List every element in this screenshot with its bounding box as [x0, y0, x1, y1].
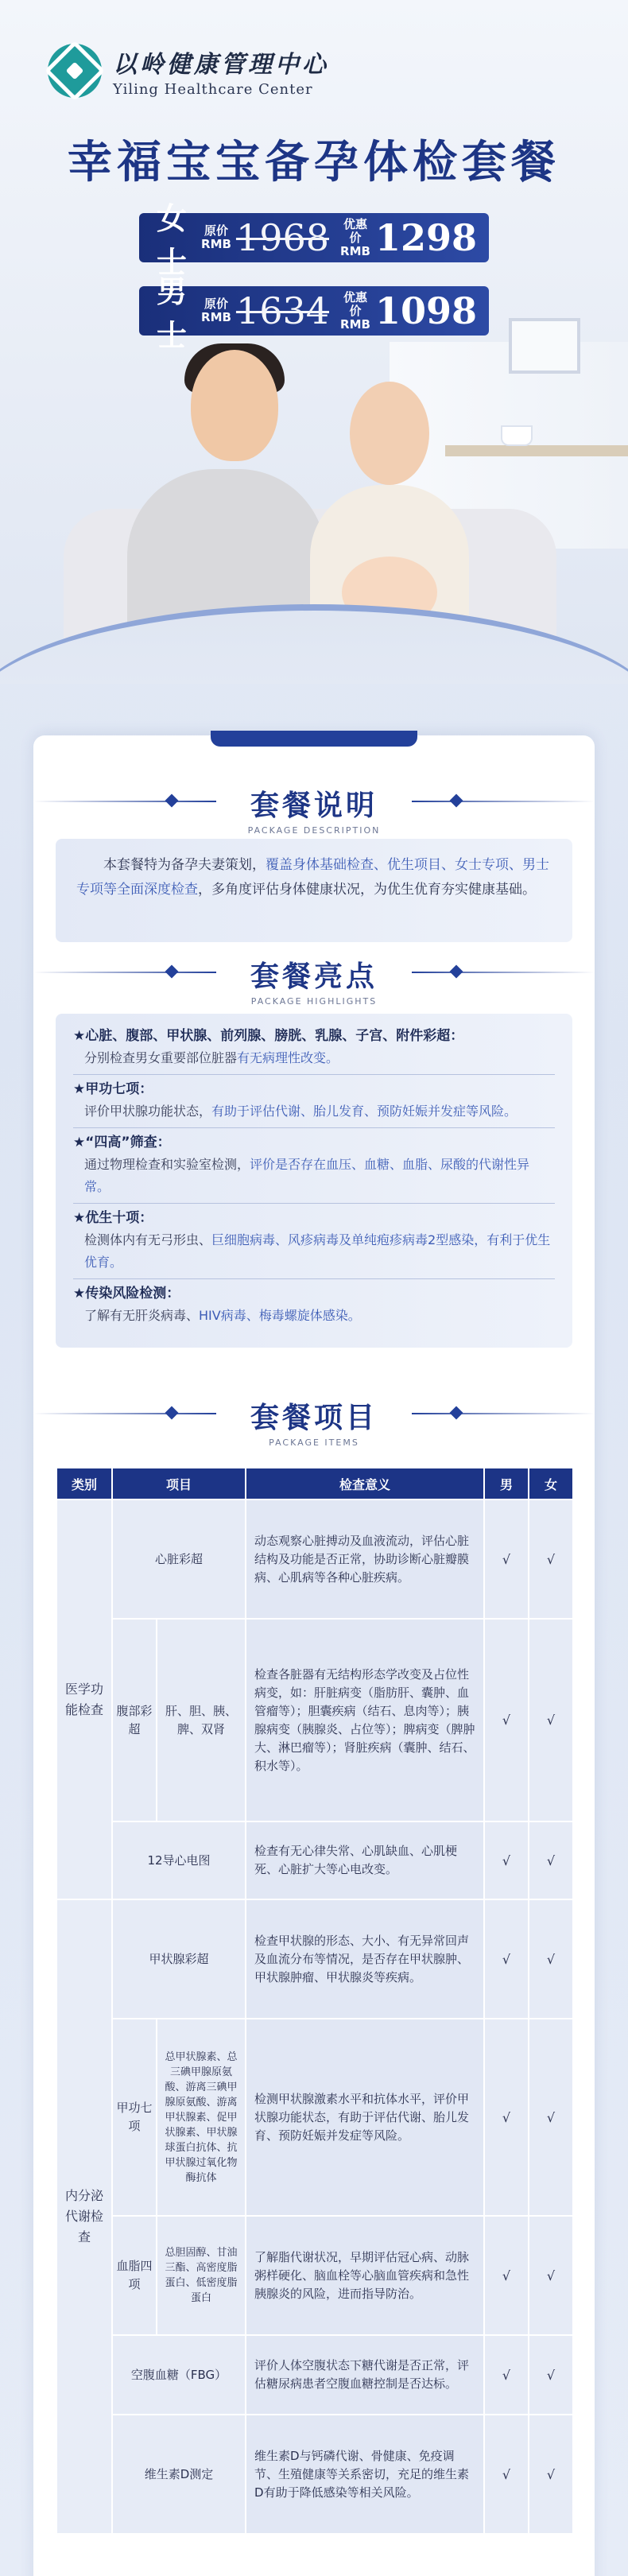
meaning-cell: 评价人体空腹状态下糖代谢是否正常，评估糖尿病患者空腹血糖控制是否达标。 [246, 2335, 484, 2415]
female-sale-price: 1298 [374, 216, 477, 259]
category-cell: 内分泌代谢检查 [56, 1899, 112, 2534]
meaning-cell: 维生素D与钙磷代谢、骨健康、免疫调节、生殖健康等关系密切，充足的维生素D有助于降低感染等相关风险。 [246, 2415, 484, 2534]
table-row [56, 1499, 573, 1619]
male-check: √ [484, 1821, 529, 1899]
male-check: √ [484, 1499, 529, 1619]
section-header-highlights [33, 954, 595, 1007]
header-female: 女 [529, 1468, 573, 1499]
highlight-item: ★优生十项： 检测体内有无弓形虫、巨细胞病毒、风疹病毒及单纯疱疹病毒2型感染，有利于优生优育。 [73, 1210, 551, 1270]
section-subtitle: PACKAGE HIGHLIGHTS [250, 996, 378, 1007]
male-check: √ [484, 2019, 529, 2216]
header-item: 项目 [112, 1468, 246, 1499]
female-check: √ [529, 1619, 573, 1821]
background-cup [501, 425, 533, 446]
section-subtitle: PACKAGE ITEMS [269, 1437, 359, 1448]
section-subtitle: PACKAGE DESCRIPTION [247, 825, 381, 836]
female-check: √ [529, 2216, 573, 2335]
sale-price-tag: 优惠价 RMB [340, 216, 370, 258]
sale-price-tag: 优惠价 RMB [340, 289, 370, 332]
highlight-item: ★甲功七项： 评价甲状腺功能状态，有助于评估代谢、胎儿发育、预防妊娠并发症等风险。 [73, 1081, 518, 1119]
table-row [56, 2335, 573, 2415]
item-cell: 12导心电图 [112, 1821, 246, 1899]
male-price-bar [139, 274, 489, 353]
original-price-tag: 原价 RMB [201, 297, 231, 324]
brand-logo [48, 44, 329, 98]
female-check: √ [529, 1821, 573, 1899]
meaning-cell: 了解脂代谢状况，早期评估冠心病、动脉粥样硬化、脑血栓等心脑血管疾病和急性胰腺炎的风险，进而指导防治。 [246, 2216, 484, 2335]
section-header-items [33, 1395, 595, 1448]
item-cell: 维生素D测定 [112, 2415, 246, 2534]
female-label: 女士 [157, 200, 188, 280]
male-check: √ [484, 2216, 529, 2335]
hero-banner [0, 0, 628, 684]
female-check: √ [529, 2019, 573, 2216]
highlight-item: ★心脏、腹部、甲状腺、前列腺、膀胱、乳腺、子宫、附件彩超： 分别检查男女重要部位脏器有无病理性改变。 [73, 1028, 464, 1065]
meaning-cell: 检测甲状腺激素水平和抗体水平，评价甲状腺功能状态，有助于评估代谢、胎儿发育、预防妊娠并发症等风险。 [246, 2019, 484, 2216]
description-text: 本套餐特为备孕夫妻策划，覆盖身体基础检查、优生项目、女士专项、男士专项等全面深度检查，多角度评估身体健康状况，为优生优育夯实健康基础。 [56, 839, 572, 942]
divider-line [412, 972, 595, 973]
meaning-cell: 检查甲状腺的形态、大小、有无异常回声及血流分布等情况，是否存在甲状腺肿、甲状腺肿瘤、甲状腺炎等疾病。 [246, 1899, 484, 2019]
item-cell: 总胆固醇、甘油三酯、高密度脂蛋白、低密度脂蛋白 [157, 2216, 246, 2335]
package-title: 幸福宝宝备孕体检套餐 [68, 136, 560, 188]
table-row [56, 2216, 573, 2335]
item-cell: 肝、胆、胰、脾、双肾 [157, 1619, 246, 1821]
highlight-item: ★“四高”筛查： 通过物理检查和实验室检测，评价是否存在血压、血糖、血脂、尿酸的代谢性异常。 [73, 1135, 530, 1194]
items-table [56, 1467, 574, 2535]
table-header-row [56, 1468, 573, 1499]
item-cell: 心脏彩超 [112, 1499, 246, 1619]
table-row [56, 1619, 573, 1821]
female-original-price: 1968 [235, 216, 330, 259]
section-title: 套餐亮点 [250, 960, 378, 993]
section-title: 套餐项目 [250, 1401, 378, 1434]
woman-face [350, 382, 429, 485]
female-check: √ [529, 2335, 573, 2415]
wall-picture-frame [509, 318, 580, 374]
item-cell: 空腹血糖（FBG） [112, 2335, 246, 2415]
meaning-cell: 检查各脏器有无结构形态学改变及占位性病变，如：肝脏病变（脂肪肝、囊肿、血管瘤等）；胆囊疾病（结石、息肉等）；胰腺病变（胰腺炎、占位等）；脾病变（脾肿大、淋巴瘤等）；肾脏疾病（囊肿、结石、积水等）。 [246, 1619, 484, 1821]
highlights-list [56, 1014, 572, 1348]
man-face [191, 350, 278, 461]
male-check: √ [484, 2335, 529, 2415]
highlight-item: ★传染风险检测： 了解有无肝炎病毒、HIV病毒、梅毒螺旋体感染。 [73, 1286, 361, 1323]
card-tab-decoration [211, 731, 417, 747]
table-row [56, 1899, 573, 2019]
male-check: √ [484, 2415, 529, 2534]
male-sale-price: 1098 [374, 289, 477, 332]
group-cell: 甲功七项 [112, 2019, 157, 2216]
section-title: 套餐说明 [250, 789, 378, 822]
header-male: 男 [484, 1468, 529, 1499]
item-cell: 甲状腺彩超 [112, 1899, 246, 2019]
meaning-cell: 动态观察心脏搏动及血液流动，评估心脏结构及功能是否正常，协助诊断心脏瓣膜病、心肌病等各种心脏疾病。 [246, 1499, 484, 1619]
content-card [33, 735, 595, 2576]
divider-line [33, 801, 216, 802]
divider-line [33, 972, 216, 973]
male-check: √ [484, 1619, 529, 1821]
category-cell: 医学功能检查 [56, 1499, 112, 1899]
group-cell: 腹部彩超 [112, 1619, 157, 1821]
group-cell: 血脂四项 [112, 2216, 157, 2335]
item-cell: 总甲状腺素、总三碘甲腺原氨酸、游离三碘甲腺原氨酸、游离甲状腺素、促甲状腺素、甲状腺球蛋白抗体、抗甲状腺过氧化物酶抗体 [157, 2019, 246, 2216]
female-price-bar [139, 200, 489, 280]
meaning-cell: 检查有无心律失常、心肌缺血、心肌梗死、心脏扩大等心电改变。 [246, 1821, 484, 1899]
couple-photo [119, 350, 493, 644]
header-meaning: 检查意义 [246, 1468, 484, 1499]
items-table-wrapper [56, 1467, 572, 2535]
table-row [56, 1821, 573, 1899]
table-row [56, 2415, 573, 2534]
male-check: √ [484, 1899, 529, 2019]
divider-line [33, 1413, 216, 1414]
section-header-description [33, 783, 595, 836]
header-category: 类别 [56, 1468, 112, 1499]
female-check: √ [529, 1499, 573, 1619]
divider-line [412, 1413, 595, 1414]
original-price-tag: 原价 RMB [201, 223, 231, 251]
male-label: 男士 [157, 274, 188, 353]
female-check: √ [529, 2415, 573, 2534]
yiling-logo-icon [48, 44, 102, 98]
table-row [56, 2019, 573, 2216]
divider-line [412, 801, 595, 802]
brand-name-en: Yiling Healthcare Center [113, 80, 313, 98]
male-original-price: 1634 [235, 289, 330, 332]
brand-name-cn: 以岭健康管理中心 [113, 50, 329, 79]
female-check: √ [529, 1899, 573, 2019]
